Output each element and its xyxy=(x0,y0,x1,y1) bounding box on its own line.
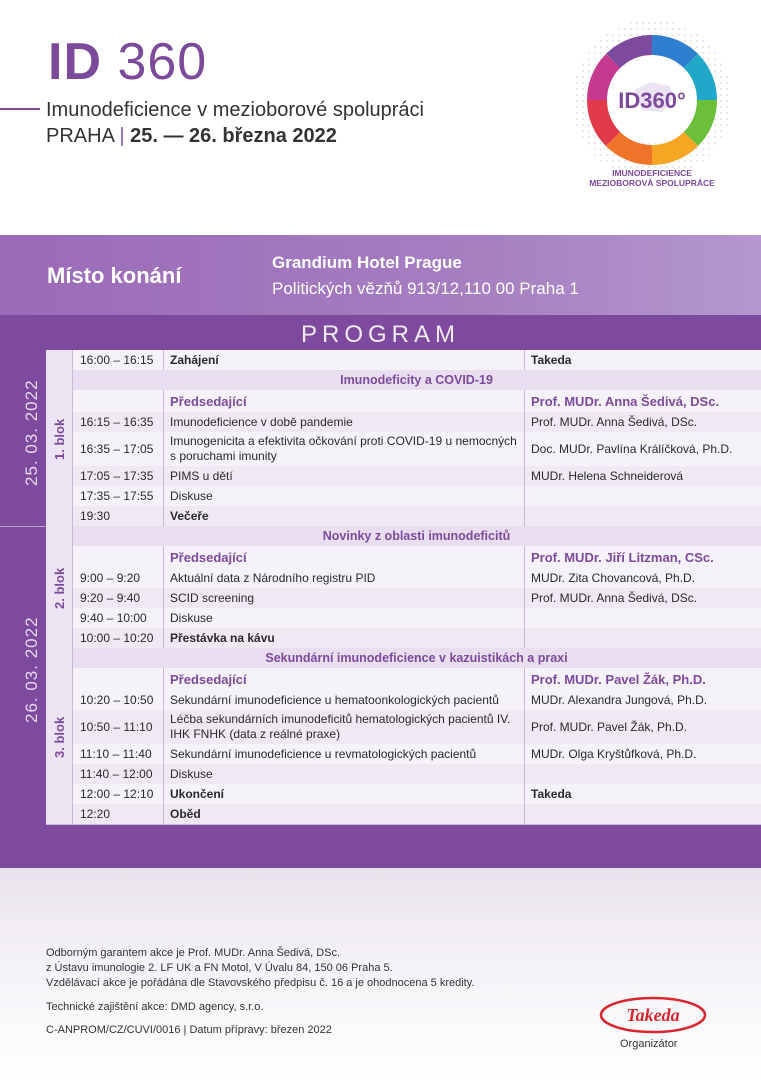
topic-cell: Aktuální data z Národního registru PID xyxy=(164,568,525,588)
speaker-cell xyxy=(525,804,761,824)
chair-label: Předsedající xyxy=(164,668,525,690)
schedule-row xyxy=(72,588,761,609)
time-cell: 9:00 – 9:20 xyxy=(72,568,164,588)
footer-technical: Technické zajištění akce: DMD agency, s.r.o. xyxy=(46,1001,264,1013)
time-cell: 9:40 – 10:00 xyxy=(72,608,164,628)
speaker-cell: MUDr. Olga Kryštůfková, Ph.D. xyxy=(531,747,697,761)
chair-name: Prof. MUDr. Jiří Litzman, CSc. xyxy=(531,549,714,565)
topic-cell: Diskuse xyxy=(164,764,525,784)
topic-cell: Imunogenicita a efektivita očkování proti COVID-19 u nemocných s poruchami imunity xyxy=(164,432,525,466)
schedule-row xyxy=(72,744,761,765)
time-cell xyxy=(72,546,164,568)
speaker-cell: Prof. MUDr. Anna Šedivá, DSc. xyxy=(531,591,698,605)
time-cell: 17:35 – 17:55 xyxy=(72,486,164,506)
speaker-cell: Prof. MUDr. Pavel Žák, Ph.D. xyxy=(531,720,688,734)
topic-cell: Léčba sekundárních imunodeficitů hematologických pacientů IV. IHK FNHK (data z reálné praxe) xyxy=(164,710,525,744)
event-dates: 25. — 26. března 2022 xyxy=(130,125,337,147)
logo-caption-line1: IMUNODEFICIENCE xyxy=(612,168,692,178)
schedule-row xyxy=(72,784,761,805)
time-cell: 10:20 – 10:50 xyxy=(72,690,164,710)
topic-cell: Sekundární imunodeficience u revmatologických pacientů xyxy=(164,744,525,764)
time-cell: 11:40 – 12:00 xyxy=(72,764,164,784)
takeda-logo-text: Takeda xyxy=(626,1005,680,1025)
time-cell: 9:20 – 9:40 xyxy=(72,588,164,608)
topic-cell: SCID screening xyxy=(164,588,525,608)
section-heading: Sekundární imunodeficience v kazuistikách a praxi xyxy=(72,648,761,669)
chair-label: Předsedající xyxy=(164,390,525,412)
speaker-cell: MUDr. Helena Schneiderová xyxy=(531,469,684,483)
program-title: PROGRAM xyxy=(300,321,460,348)
time-cell: 16:35 – 17:05 xyxy=(72,432,164,466)
schedule-row xyxy=(72,628,761,649)
speaker-cell: Takeda xyxy=(531,787,572,801)
chair-row xyxy=(72,546,761,569)
chair-name: Prof. MUDr. Anna Šedivá, DSc. xyxy=(531,393,720,409)
schedule-row xyxy=(72,804,761,825)
section-heading: Novinky z oblasti imunodeficitů xyxy=(72,526,761,547)
organizer-label: Organizátor xyxy=(620,1038,678,1050)
venue-banner xyxy=(0,235,761,315)
logo-text: ID360° xyxy=(618,88,686,113)
chair-label: Předsedající xyxy=(164,546,525,568)
speaker-cell xyxy=(525,486,761,506)
takeda-logo xyxy=(598,995,708,1035)
topic-cell: Oběd xyxy=(164,804,525,824)
time-cell: 17:05 – 17:35 xyxy=(72,466,164,486)
topic-cell: Přestávka na kávu xyxy=(164,628,525,648)
time-cell: 12:00 – 12:10 xyxy=(72,784,164,804)
speaker-cell: MUDr. Alexandra Jungová, Ph.D. xyxy=(531,693,708,707)
schedule-table xyxy=(22,350,761,824)
separator: | xyxy=(119,125,125,147)
date-day2: 26. 03. 2022 xyxy=(22,616,41,723)
logo-caption-line2: MEZIOBOROVÁ SPOLUPRÁCE xyxy=(589,178,715,188)
schedule-row xyxy=(72,486,761,507)
topic-cell: Ukončení xyxy=(164,784,525,804)
block-label-1: 1. blok xyxy=(52,418,67,460)
block-label-2: 2. blok xyxy=(52,567,67,609)
block-label-3: 3. blok xyxy=(52,716,67,758)
speaker-cell: Doc. MUDr. Pavlína Králíčková, Ph.D. xyxy=(531,442,733,456)
schedule-row xyxy=(72,432,761,467)
time-cell: 12:20 xyxy=(72,804,164,824)
event-location-dates xyxy=(46,123,337,149)
footer-guarantor xyxy=(46,946,474,991)
time-cell: 19:30 xyxy=(72,506,164,526)
event-title: ID 360 xyxy=(48,33,208,91)
time-cell: 16:00 – 16:15 xyxy=(72,350,164,370)
schedule-row xyxy=(72,608,761,629)
topic-cell: Diskuse xyxy=(164,486,525,506)
footer-line2: z Ústavu imunologie 2. LF UK a FN Motol, V Úvalu 84, 150 06 Praha 5. xyxy=(46,962,393,974)
topic-cell: Zahájení xyxy=(164,350,525,370)
topic-cell: Imunodeficience v době pandemie xyxy=(164,412,525,432)
schedule-row xyxy=(72,710,761,745)
time-cell xyxy=(72,668,164,690)
schedule-row xyxy=(72,506,761,527)
speaker-cell xyxy=(525,506,761,526)
schedule-row xyxy=(72,350,761,371)
time-cell: 10:50 – 11:10 xyxy=(72,710,164,744)
header xyxy=(0,0,761,235)
speaker-cell: Takeda xyxy=(531,353,572,367)
footer-line1: Odborným garantem akce je Prof. MUDr. Anna Šedivá, DSc. xyxy=(46,947,341,959)
topic-cell: Večeře xyxy=(164,506,525,526)
date-day1: 25. 03. 2022 xyxy=(22,379,41,486)
time-cell: 11:10 – 11:40 xyxy=(72,744,164,764)
topic-cell: PIMS u dětí xyxy=(164,466,525,486)
schedule-row xyxy=(72,466,761,487)
speaker-cell xyxy=(525,764,761,784)
logo-caption xyxy=(560,168,744,188)
footer-line3: Vzdělávací akce je pořádána dle Stavovského předpisu č. 16 a je ohodnocena 5 kredity. xyxy=(46,977,475,989)
speaker-cell: MUDr. Zita Chovancová, Ph.D. xyxy=(531,571,696,585)
section-heading: Imunodeficity a COVID-19 xyxy=(72,370,761,391)
chair-row xyxy=(72,390,761,413)
footer-reference: C-ANPROM/CZ/CUVI/0016 | Datum přípravy: březen 2022 xyxy=(46,1024,332,1036)
schedule-row xyxy=(72,764,761,785)
speaker-cell xyxy=(525,608,761,628)
speaker-cell xyxy=(525,628,761,648)
schedule-row xyxy=(72,690,761,711)
venue-label: Místo konání xyxy=(47,263,182,288)
chair-row xyxy=(72,668,761,691)
title-divider xyxy=(0,108,40,110)
venue-address: Politických vězňů 913/12,110 00 Praha 1 xyxy=(272,279,579,298)
event-subtitle: Imunodeficience v mezioborové spolupráci xyxy=(46,99,424,121)
time-cell: 10:00 – 10:20 xyxy=(72,628,164,648)
time-cell xyxy=(72,390,164,412)
speaker-cell: Prof. MUDr. Anna Šedivá, DSc. xyxy=(531,415,698,429)
schedule-row xyxy=(72,568,761,589)
topic-cell: Diskuse xyxy=(164,608,525,628)
topic-cell: Sekundární imunodeficience u hematoonkologických pacientů xyxy=(164,690,525,710)
event-city: PRAHA xyxy=(46,125,114,147)
time-cell: 16:15 – 16:35 xyxy=(72,412,164,432)
venue-name: Grandium Hotel Prague xyxy=(272,253,462,272)
chair-name: Prof. MUDr. Pavel Žák, Ph.D. xyxy=(531,671,706,687)
schedule-row xyxy=(72,412,761,433)
